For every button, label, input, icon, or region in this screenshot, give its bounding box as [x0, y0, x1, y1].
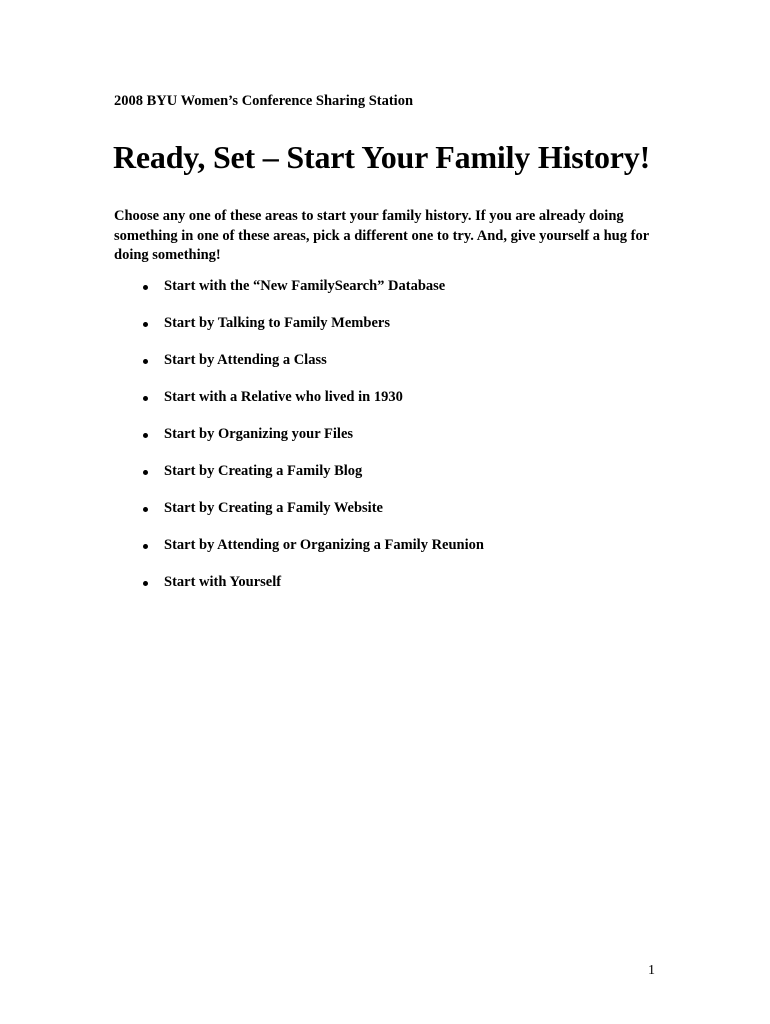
- list-item-text: Start by Organizing your Files: [164, 426, 354, 442]
- list-item-text: Start by Creating a Family Website: [164, 500, 383, 516]
- bullet-icon: [143, 544, 148, 549]
- list-item-text: Start with a Relative who lived in 1930: [164, 389, 403, 405]
- list-item-text: Start with the “New FamilySearch” Database: [164, 278, 446, 294]
- bullet-icon: [143, 359, 148, 364]
- bullet-icon: [143, 433, 148, 438]
- list-item-text: Start by Attending a Class: [164, 352, 327, 368]
- bullet-icon: [143, 581, 148, 586]
- bullet-icon: [143, 396, 148, 401]
- bullet-icon: [143, 285, 148, 290]
- list-item-text: Start by Talking to Family Members: [164, 315, 390, 331]
- bullet-icon: [143, 322, 148, 327]
- list-item-text: Start by Creating a Family Blog: [164, 463, 363, 479]
- list-item-text: Start with Yourself: [164, 574, 282, 590]
- intro-paragraph: Choose any one of these areas to start your family history. If you are already doing something in one of these areas, pick a different one to try. And, give yourself a hug for doing something!: [114, 208, 649, 263]
- page-title: Ready, Set – Start Your Family History!: [113, 139, 651, 175]
- page-number: 1: [648, 963, 655, 978]
- bullet-icon: [143, 470, 148, 475]
- list-item-text: Start by Attending or Organizing a Family Reunion: [164, 537, 484, 553]
- conference-heading: 2008 BYU Women’s Conference Sharing Station: [114, 93, 414, 109]
- bullet-icon: [143, 507, 148, 512]
